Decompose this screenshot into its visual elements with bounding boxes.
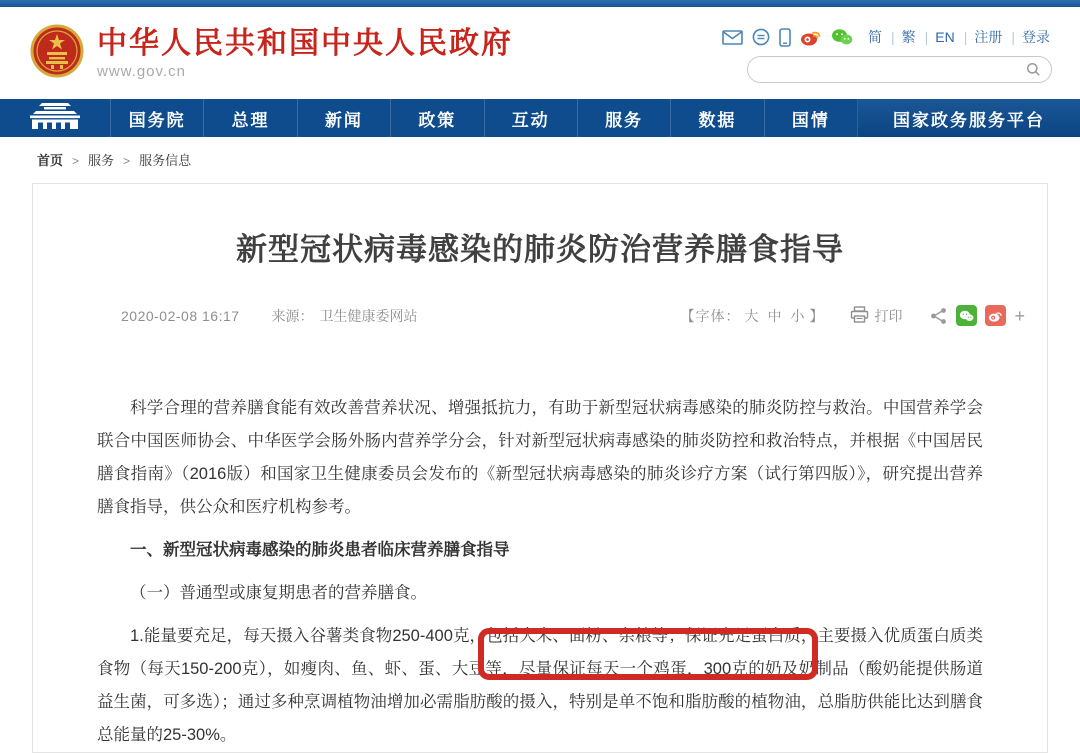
font-label-close: 】	[809, 307, 825, 324]
breadcrumb-link[interactable]: > 服务	[63, 153, 114, 168]
printer-icon	[850, 306, 869, 326]
source-link[interactable]: 卫生健康委网站	[319, 307, 418, 324]
breadcrumb	[0, 137, 1080, 169]
breadcrumb-link[interactable]: > 服务信息	[114, 153, 191, 168]
article-title: 新型冠状病毒感染的肺炎防治营养膳食指导	[236, 232, 844, 267]
weibo-share-icon[interactable]	[985, 305, 1006, 326]
nav-item[interactable]: 政策	[390, 99, 483, 137]
nav-item[interactable]: 互动	[484, 99, 577, 137]
article-source	[272, 306, 418, 326]
wechat-icon[interactable]	[831, 28, 853, 46]
article-meta	[121, 305, 1025, 326]
nav-item[interactable]: 总理	[203, 99, 296, 137]
nav-item[interactable]: 国情	[764, 99, 857, 137]
font-size-options	[740, 306, 809, 326]
guidance-text-after: （酸奶能提供肠道益生菌，可多选）；通过多种烹调植物油增加必需脂肪酸的摄入，特别是单不饱和脂肪酸的植物油，总脂肪供能比达到膳食总能量的25-30%。	[97, 660, 984, 744]
nav-items	[110, 99, 1080, 137]
font-size-option[interactable]: 中	[767, 307, 783, 324]
section-heading: 一、新型冠状病毒感染的肺炎患者临床营养膳食指导	[130, 541, 510, 559]
tiananmen-icon	[24, 102, 86, 134]
paragraph-intro: 科学合理的营养膳食能有效改善营养状况、增强抵抗力，有助于新型冠状病毒感染的肺炎防控与救治。中国营养学会联合中国医师协会、中华医学会肠外肠内营养学分会，针对新型冠状病毒感染的肺炎防控和救治特点，并根据《中国居民膳食指南》（2016版）和国家卫生健康委员会发布的《新型冠状病毒感染的肺炎诊疗方案（试行第四版）》，研究提出营养膳食指导，供公众和医疗机构参考。	[97, 399, 983, 516]
font-size-control	[680, 306, 824, 326]
font-size-option[interactable]: 大	[744, 307, 760, 324]
publish-date: 2020-02-08 16:17	[121, 307, 240, 324]
paragraph-guidance	[97, 620, 983, 752]
nav-item[interactable]: 新闻	[297, 99, 390, 137]
nav-home-button[interactable]	[0, 99, 110, 137]
source-label: 来源：	[271, 307, 314, 324]
header-icon-row	[722, 27, 1052, 47]
share-group	[930, 305, 1025, 326]
breadcrumb-link[interactable]: 首页	[37, 153, 64, 168]
nav-item[interactable]: 国务院	[110, 99, 203, 137]
nav-item[interactable]: 服务	[577, 99, 670, 137]
main-nav	[0, 99, 1080, 137]
weibo-icon[interactable]	[800, 28, 822, 46]
article-body	[97, 392, 983, 752]
search-box[interactable]	[747, 56, 1052, 83]
lang-link[interactable]: | EN	[918, 29, 957, 45]
mail-icon[interactable]	[722, 30, 743, 45]
nav-item[interactable]: 数据	[670, 99, 763, 137]
site-title: 中华人民共和国中央人民政府	[97, 26, 513, 60]
lang-link[interactable]: | 注册	[957, 27, 1005, 47]
site-url: www.gov.cn	[97, 62, 186, 80]
search-icon[interactable]	[1026, 62, 1041, 77]
font-size-option[interactable]: 小	[790, 307, 806, 324]
top-accent-bar	[0, 0, 1080, 7]
article-tools	[680, 305, 1025, 326]
message-icon[interactable]	[752, 28, 770, 46]
share-icon[interactable]	[930, 307, 948, 325]
paragraph-subheading: （一）普通型或康复期患者的营养膳食。	[130, 584, 427, 602]
font-label-open: 【字体：	[680, 307, 741, 324]
guidance-text-before: 1.能量要充足，每天摄入谷薯类食物250-400克，包括大米、面粉、杂粮等；保证充足蛋白质，主要摄入优质蛋白质类食物（每天150-200克），如瘦肉、鱼、虾、蛋、大豆等，	[97, 627, 983, 678]
print-button[interactable]	[850, 306, 902, 326]
header-utilities	[722, 23, 1052, 83]
lang-link[interactable]: | 登录	[1004, 27, 1052, 47]
wechat-share-icon[interactable]	[956, 305, 977, 326]
search-input[interactable]	[758, 61, 1026, 78]
national-emblem-logo	[30, 24, 84, 83]
mobile-icon[interactable]	[779, 28, 791, 47]
lang-link[interactable]: | 繁	[884, 27, 918, 47]
site-header	[0, 7, 1080, 99]
nav-item[interactable]: 国家政务服务平台	[857, 99, 1080, 137]
highlighted-text: 尽量保证每天一个鸡蛋，300克的奶及奶制品	[518, 660, 849, 678]
print-label: 打印	[874, 307, 903, 324]
site-logo-link[interactable]	[30, 24, 513, 83]
lang-link[interactable]: 简	[867, 29, 882, 45]
article-card	[32, 183, 1048, 753]
more-share-button[interactable]: +	[1014, 305, 1025, 326]
language-links	[866, 27, 1052, 47]
